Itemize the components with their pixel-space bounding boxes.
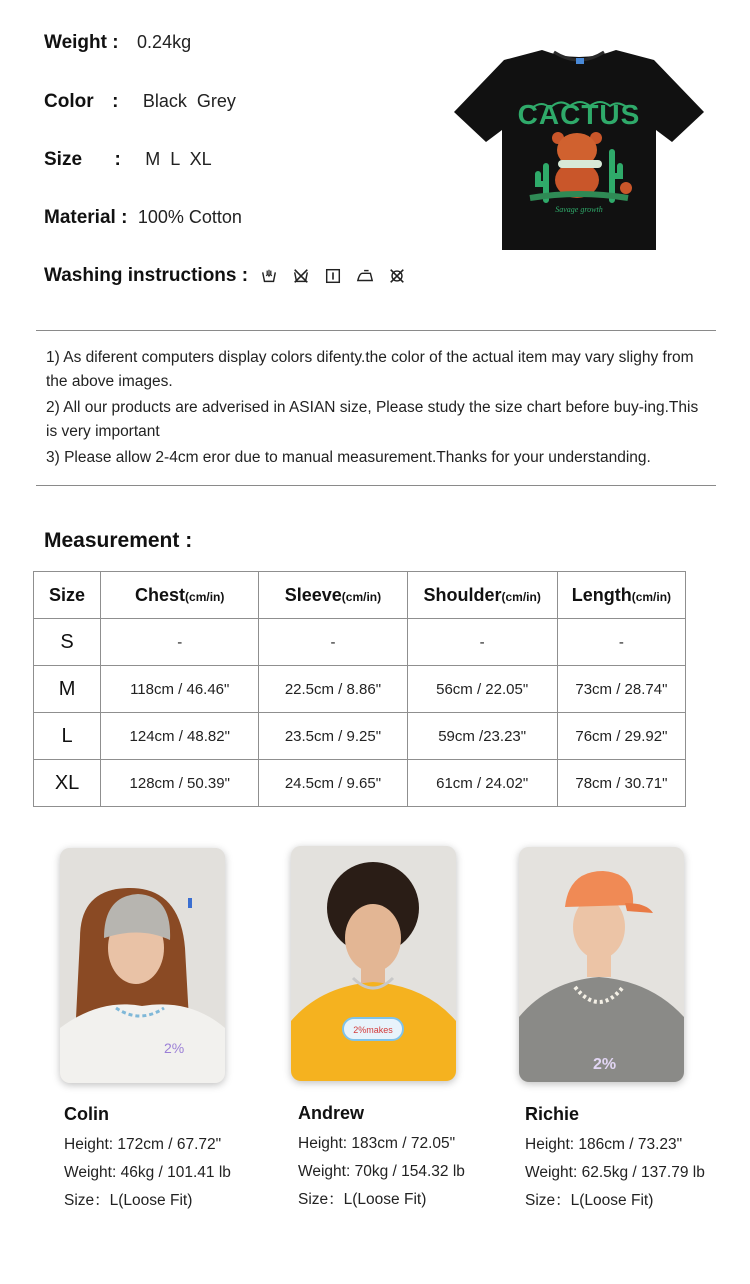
- table-cell-size: L: [34, 713, 101, 760]
- no-wash-icon: [292, 267, 310, 285]
- model-size: Size：L(Loose Fit): [298, 1191, 427, 1208]
- header-unit: (cm/in): [631, 589, 672, 604]
- tshirt-print-text: CACTUS: [517, 99, 641, 130]
- table-cell: 76cm / 29.92": [557, 713, 685, 760]
- table-cell: 59cm /23.23": [407, 713, 557, 760]
- model-name: Richie: [525, 1104, 580, 1124]
- table-row: [34, 713, 686, 760]
- model-photo-richie: [519, 847, 684, 1082]
- model-weight: Weight: 70kg / 154.32 lb: [298, 1163, 465, 1180]
- table-header-row: [34, 572, 686, 619]
- color-label: Color: [44, 91, 94, 112]
- weight-value: 0.24kg: [137, 32, 192, 52]
- header-shoulder: Shoulder(cm/in): [407, 572, 557, 619]
- header-sleeve: Sleeve(cm/in): [259, 572, 407, 619]
- size-chart-table: [33, 571, 686, 807]
- andrew-shirt-print: 2%makes: [353, 1025, 393, 1035]
- table-cell: 124cm / 48.82": [101, 713, 259, 760]
- richie-shirt-print: 2%: [593, 1056, 617, 1073]
- iron-icon: [356, 267, 374, 285]
- table-row: [34, 619, 686, 666]
- size-value: M L XL: [145, 149, 212, 169]
- weight-label: Weight :: [44, 32, 119, 53]
- header-length: Length(cm/in): [557, 572, 685, 619]
- note-item: 3) Please allow 2-4cm eror due to manual measurement.Thanks for your understanding.: [46, 449, 651, 466]
- table-cell: -: [557, 619, 685, 666]
- table-cell: 78cm / 30.71": [557, 760, 685, 807]
- header-chest: Chest(cm/in): [101, 572, 259, 619]
- model-photo-andrew: [291, 846, 456, 1081]
- table-cell: -: [101, 619, 259, 666]
- model-name: Colin: [64, 1104, 109, 1124]
- washing-icons: [260, 267, 406, 285]
- table-cell: 22.5cm / 8.86": [259, 666, 407, 713]
- model-info-andrew: [298, 1103, 465, 1214]
- material-value: 100% Cotton: [137, 207, 242, 227]
- model-size: Size：L(Loose Fit): [525, 1192, 654, 1209]
- notes-top-divider: [36, 330, 716, 331]
- table-cell: -: [259, 619, 407, 666]
- table-cell: 24.5cm / 9.65": [259, 760, 407, 807]
- table-cell: 128cm / 50.39": [101, 760, 259, 807]
- table-cell-size: XL: [34, 760, 101, 807]
- colin-shirt-print: 2%: [164, 1040, 185, 1056]
- model-info-richie: [525, 1104, 705, 1215]
- spec-material-row: [44, 207, 242, 229]
- table-cell: 23.5cm / 9.25": [259, 713, 407, 760]
- model-info-colin: [64, 1104, 231, 1215]
- table-cell: 118cm / 46.46": [101, 666, 259, 713]
- spec-size-row: [44, 149, 212, 171]
- table-cell-size: S: [34, 619, 101, 666]
- material-label: Material :: [44, 207, 128, 228]
- header-size: Size: [34, 572, 101, 619]
- measurement-title: Measurement :: [44, 529, 193, 552]
- header-unit: (cm/in): [185, 589, 225, 604]
- tumble-dry-icon: [324, 267, 342, 285]
- note-item: 1) As diferent computers display colors difenty.the color of the actual item may vary slighy from the above images.: [46, 349, 694, 390]
- washing-label: Washing instructions :: [44, 265, 249, 286]
- model-photo-colin: [60, 848, 225, 1083]
- model-name: Andrew: [298, 1103, 365, 1123]
- size-colon: :: [114, 149, 121, 170]
- model-height: Height: 172cm / 67.72": [64, 1136, 222, 1153]
- table-cell: 73cm / 28.74": [557, 666, 685, 713]
- table-cell: 56cm / 22.05": [407, 666, 557, 713]
- header-unit: (cm/in): [501, 589, 541, 604]
- table-row: [34, 666, 686, 713]
- note-item: 2) All our products are adverised in ASIAN size, Please study the size chart before buy-ing.This is very important: [46, 399, 699, 440]
- model-size: Size：L(Loose Fit): [64, 1192, 193, 1209]
- table-row: [34, 760, 686, 807]
- spec-color-row: [44, 91, 236, 113]
- spec-washing-row: [44, 265, 406, 287]
- model-height: Height: 183cm / 72.05": [298, 1135, 456, 1152]
- notes-bottom-divider: [36, 485, 716, 486]
- size-label: Size: [44, 149, 83, 170]
- tshirt-print-subtext: Savage growth: [555, 205, 603, 214]
- color-value: Black Grey: [142, 91, 236, 111]
- header-unit: (cm/in): [341, 589, 382, 604]
- product-tshirt-image: [450, 42, 708, 254]
- color-colon: :: [112, 91, 119, 112]
- table-cell-size: M: [34, 666, 101, 713]
- notes-block: [46, 346, 706, 472]
- model-weight: Weight: 46kg / 101.41 lb: [64, 1164, 231, 1181]
- hand-wash-icon: [260, 267, 278, 285]
- spec-weight-row: [44, 32, 191, 54]
- model-height: Height: 186cm / 73.23": [525, 1136, 683, 1153]
- model-weight: Weight: 62.5kg / 137.79 lb: [525, 1164, 705, 1181]
- table-cell: -: [407, 619, 557, 666]
- table-cell: 61cm / 24.02": [407, 760, 557, 807]
- no-dry-clean-icon: [388, 267, 406, 285]
